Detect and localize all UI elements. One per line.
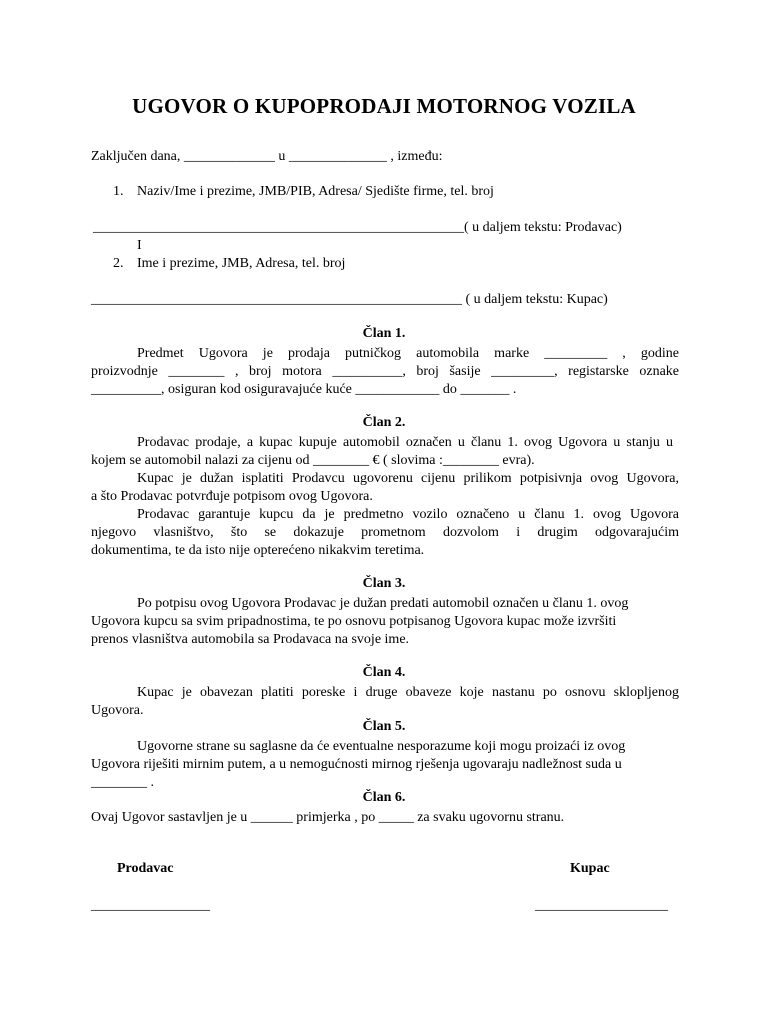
party2-description: Ime i prezime, JMB, Adresa, tel. broj (137, 256, 346, 271)
clan2-line: njegovo vlasništvo, što se dokazuje prometnom dozvolom i drugim odgovarajućim (91, 525, 679, 540)
conjunction: I (137, 238, 142, 253)
clan3-line: Po potpisu ovog Ugovora Prodavac je dužan predati automobil označen u članu 1. ovog (137, 596, 629, 611)
clan5-heading: Član 5. (362, 719, 406, 734)
clan3-line: prenos vlasništva automobila sa Prodavaca na svoje ime. (91, 632, 410, 647)
seller-signature-label: Prodavac (117, 861, 174, 876)
buyer-signature-label: Kupac (570, 861, 610, 876)
clan2-line: a što Prodavac potvrđuje potpisom ovog Ugovora. (91, 489, 373, 504)
clan2-line: Kupac je dužan isplatiti Prodavcu ugovorenu cijenu prilikom potpisivnja ovog Ugovora, (137, 471, 679, 486)
clan5-line: Ugovorne strane su saglasne da će eventualne nesporazume koji mogu proizaći iz ovog (137, 739, 626, 754)
clan1-line: Predmet Ugovora je prodaja putničkog automobila marke _________ , godine (137, 346, 679, 361)
clan1-line: proizvodnje ________ , broj motora __________, broj šasije _________, registarske oznake (91, 364, 679, 379)
clan4-line: Ugovora. (91, 703, 144, 718)
seller-signature-line: _________________ (91, 898, 210, 913)
clan2-heading: Član 2. (362, 415, 406, 430)
clan4-line: Kupac je obavezan platiti poreske i druge obaveze koje nastanu po osnovu sklopljenog (137, 685, 679, 700)
clan3-line: Ugovora kupcu sa svim pripadnostima, te po osnovu potpisanog Ugovora kupac može izvršiti (91, 614, 617, 629)
clan3-heading: Član 3. (362, 576, 406, 591)
clan2-line: Prodavac prodaje, a kupac kupuje automobil označen u članu 1. ovog Ugovora u stanju u (137, 435, 673, 450)
clan1-line: __________, osiguran kod osiguravajuće kuće ____________ do _______ . (91, 382, 517, 397)
party1-description: Naziv/Ime i prezime, JMB/PIB, Adresa/ Sjedište firme, tel. broj (137, 184, 494, 199)
clan6-line: Ovaj Ugovor sastavljen je u ______ primjerka , po _____ za svaku ugovornu stranu. (91, 810, 565, 825)
clan6-heading: Član 6. (362, 790, 406, 805)
buyer-signature-line: ___________________ (535, 898, 668, 913)
party2-number: 2. (113, 256, 124, 271)
clan5-line: ________ . (91, 775, 154, 790)
intro-line: Zaključen dana, _____________ u ______________ , između: (91, 149, 443, 164)
clan2-line: Prodavac garantuje kupcu da je predmetno vozilo označeno u članu 1. ovog Ugovora (137, 507, 679, 522)
party2-blank-line: _____________________________________________________ ( u daljem tekstu: Kupac) (91, 292, 608, 307)
party1-number: 1. (113, 184, 124, 199)
clan1-heading: Član 1. (362, 326, 406, 341)
clan2-line: dokumentima, te da isto nije opterećeno nikakvim teretima. (91, 543, 425, 558)
clan4-heading: Član 4. (362, 665, 406, 680)
clan2-line: kojem se automobil nalazi za cijenu od ________ € ( slovima :________ evra). (91, 453, 535, 468)
party1-blank-line: _____________________________________________________( u daljem tekstu: Prodavac) (93, 220, 622, 235)
clan5-line: Ugovora riješiti mirnim putem, a u nemogućnosti mirnog rješenja ugovaraju nadležnost suda u (91, 757, 622, 772)
document-title: UGOVOR O KUPOPRODAJI MOTORNOG VOZILA (132, 94, 636, 118)
